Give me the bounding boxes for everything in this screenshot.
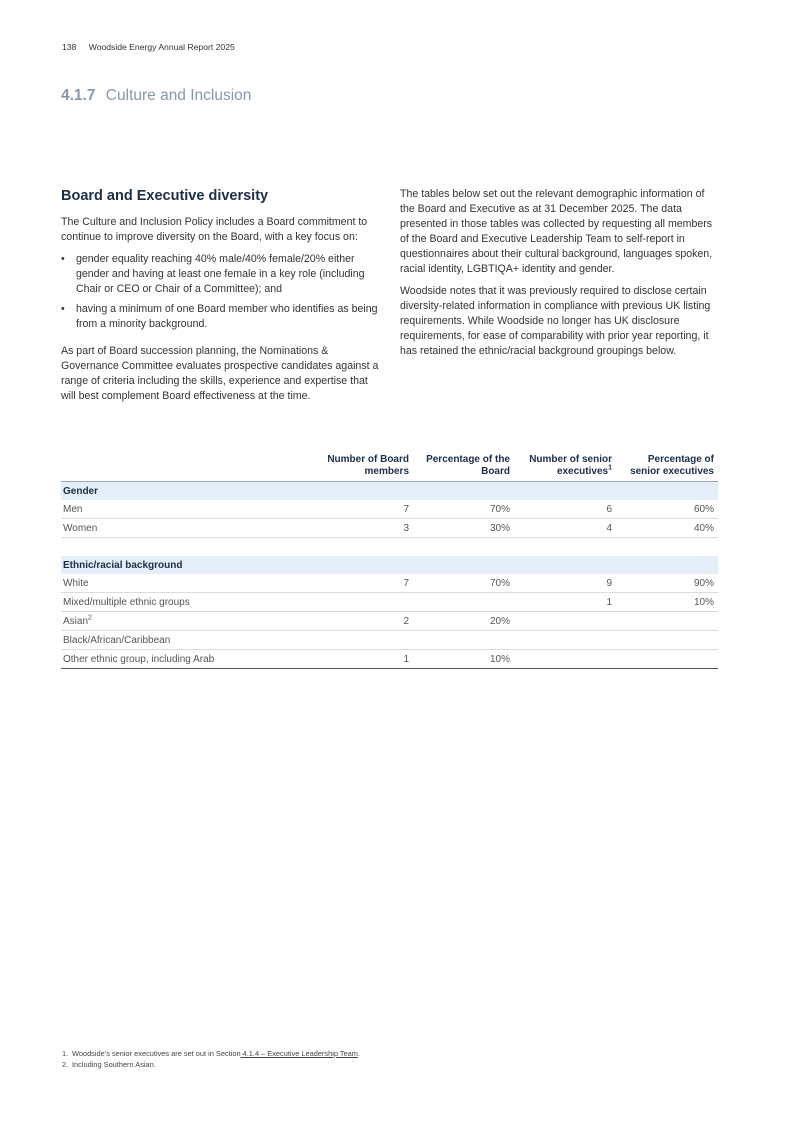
table-row: Mixed/multiple ethnic groups 1 10% xyxy=(61,593,718,612)
footnote-2: 2. Including Southern Asian. xyxy=(62,1060,156,1069)
table-row: Men 7 70% 6 60% xyxy=(61,500,718,519)
page-number: 138 xyxy=(62,42,77,52)
table-header-row xyxy=(61,454,718,482)
diversity-table xyxy=(61,454,718,669)
header-executives-percentage: Percentage of senior executives xyxy=(616,454,718,482)
list-item: • having a minimum of one Board member who identifies as being from a minority background. xyxy=(61,303,378,330)
section-number: 4.1.7 xyxy=(61,87,96,104)
list-item: • gender equality reaching 40% male/40% female/20% either gender and having at least one female in a key role (including Chair or CEO or Chair of a Committee); and xyxy=(61,253,365,295)
table-spacer xyxy=(61,538,718,557)
left-column xyxy=(61,187,379,411)
group-gender: Gender xyxy=(61,482,718,501)
header-senior-executives: Number of senior executives$^1$ xyxy=(514,454,616,482)
table-row: White 7 70% 9 90% xyxy=(61,574,718,593)
section-name: Culture and Inclusion xyxy=(105,87,252,104)
section-title xyxy=(61,87,251,105)
header-board-percentage: Percentage of the Board xyxy=(413,454,514,482)
focus-bullet-list xyxy=(61,252,379,332)
table-row: Women 3 30% 4 40% xyxy=(61,519,718,538)
uk-listing-paragraph: Woodside notes that it was previously required to disclose certain diversity-related information in compliance with previous UK listing requirements. While Woodside no longer has UK disclosure requirements, for ease of comparability with prior year reporting, it has retained the ethnic/racial background groupings below. xyxy=(400,285,711,357)
group-ethnic: Ethnic/racial background xyxy=(61,556,718,574)
board-diversity-heading: Board and Executive diversity xyxy=(61,188,269,204)
page-header xyxy=(62,42,235,52)
table-row: Asian$^2$ 2 20% xyxy=(61,612,718,631)
footnote-1: 1. Woodside’s senior executives are set out in Section 4.1.4 – Executive Leadership Team. xyxy=(62,1049,361,1058)
report-title: Woodside Energy Annual Report 2025 xyxy=(88,42,235,52)
demographic-paragraph: The tables below set out the relevant demographic information of the Board and Executive as at 31 December 2025. The data presented in those tables was collected by requesting all members of the Board and Executive Leadership Team to self-report in questionnaires about their cultural background, languages spoken, racial identity, LGBTIQA+ identity and gender. xyxy=(400,188,713,275)
intro-paragraph: The Culture and Inclusion Policy includes a Board commitment to continue to improve diversity on the Board, with a key focus on: xyxy=(61,216,368,243)
table-row: Black/African/Caribbean xyxy=(61,631,718,650)
right-column xyxy=(400,187,718,366)
table-row: Other ethnic group, including Arab 1 10% xyxy=(61,650,718,669)
header-board-members: Number of Board members xyxy=(311,454,413,482)
executive-leadership-link[interactable]: 4.1.4 – Executive Leadership Team xyxy=(240,1049,358,1058)
succession-paragraph: As part of Board succession planning, the Nominations & Governance Committee evaluates prospective candidates against a range of criteria including the skills, experience and expertise that will best complement Board effectiveness at the time. xyxy=(61,345,379,402)
footnotes xyxy=(62,1048,360,1070)
header-blank xyxy=(61,454,311,482)
